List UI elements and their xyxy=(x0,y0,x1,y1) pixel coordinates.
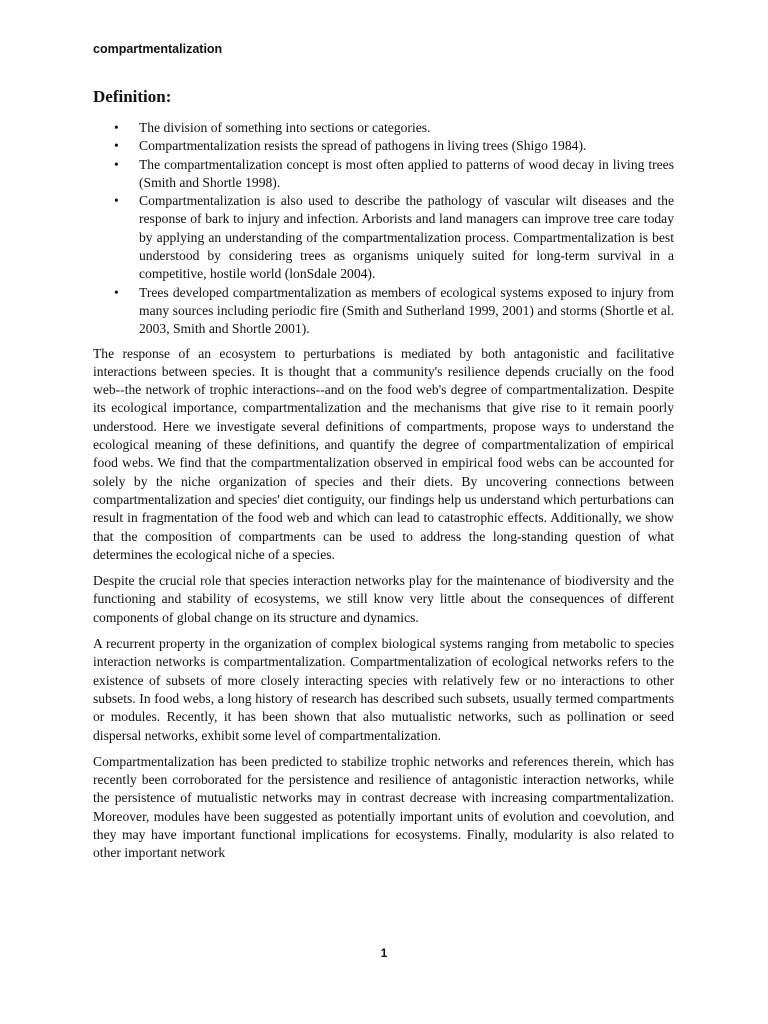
body-paragraph: The response of an ecosystem to perturbations is mediated by both antagonistic and facilitative interactions between species. It is thought that a community's resilience depends crucially on the food web--the network of trophic interactions--and on the food web's degree of compartmentalization. Despite its ecological importance, compartmentalization and the mechanisms that give rise to it remain poorly understood. Here we investigate several definitions of compartments, propose ways to understand the ecological meaning of these definitions, and quantify the degree of compartmentalization of empirical food webs. We find that the compartmentalization observed in empirical food webs can be accounted for solely by the niche organization of species and their diets. By uncovering connections between compartmentalization and species' diet contiguity, our findings help us understand which perturbations can result in fragmentation of the food web and which can lead to catastrophic effects. Additionally, we show that the composition of compartments can be used to address the long-standing question of what determines the ecological niche of a species. xyxy=(93,345,674,562)
body-paragraph: Compartmentalization has been predicted to stabilize trophic networks and references therein, which has recently been corroborated for the persistence and resilience of antagonistic interaction networks, while the persistence of mutualistic networks may in contrast decrease with increasing compartmentalization. Moreover, modules have been suggested as potentially important units of evolution and coevolution, and they may have important functional implications for ecosystems. Finally, modularity is also related to other important network xyxy=(93,753,674,861)
definition-item: • Compartmentalization resists the spread of pathogens in living trees (Shigo 1984). xyxy=(139,137,674,155)
definition-item: • Trees developed compartmentalization as members of ecological systems exposed to injury from many sources including periodic fire (Smith and Sutherland 1999, 2001) and storms (Shortle et al. 2003, Smith and Shortle 2001). xyxy=(139,284,674,339)
definition-list xyxy=(93,119,674,339)
definition-heading: Definition: xyxy=(93,87,172,106)
definition-item: • The compartmentalization concept is most often applied to patterns of wood decay in living trees (Smith and Shortle 1998). xyxy=(139,156,674,193)
document-body xyxy=(93,119,674,871)
definition-item: • Compartmentalization is also used to describe the pathology of vascular wilt diseases and the response of bark to injury and infection. Arborists and land managers can improve tree care today by applying an understanding of the compartmentalization process. Compartmentalization is best understood by considering trees as organisms uniquely suited for long-term survival in a competitive, hostile world (lonSdale 2004). xyxy=(139,192,674,283)
page-number: 1 xyxy=(380,946,388,960)
body-paragraph: A recurrent property in the organization of complex biological systems ranging from metabolic to species interaction networks is compartmentalization. Compartmentalization of ecological networks refers to the existence of subsets of more closely interacting species with relatively few or no interactions to other subsets. In food webs, a long history of research has described such subsets, usually termed compartments or modules. Recently, it has been shown that also mutualistic networks, such as pollination or seed dispersal networks, exhibit some level of compartmentalization. xyxy=(93,636,674,743)
body-paragraph: Despite the crucial role that species interaction networks play for the maintenance of biodiversity and the functioning and stability of ecosystems, we still know very little about the consequences of different components of global change on its structure and dynamics. xyxy=(93,573,674,625)
definition-item: • The division of something into sections or categories. xyxy=(139,119,674,137)
running-header: compartmentalization xyxy=(93,42,223,56)
